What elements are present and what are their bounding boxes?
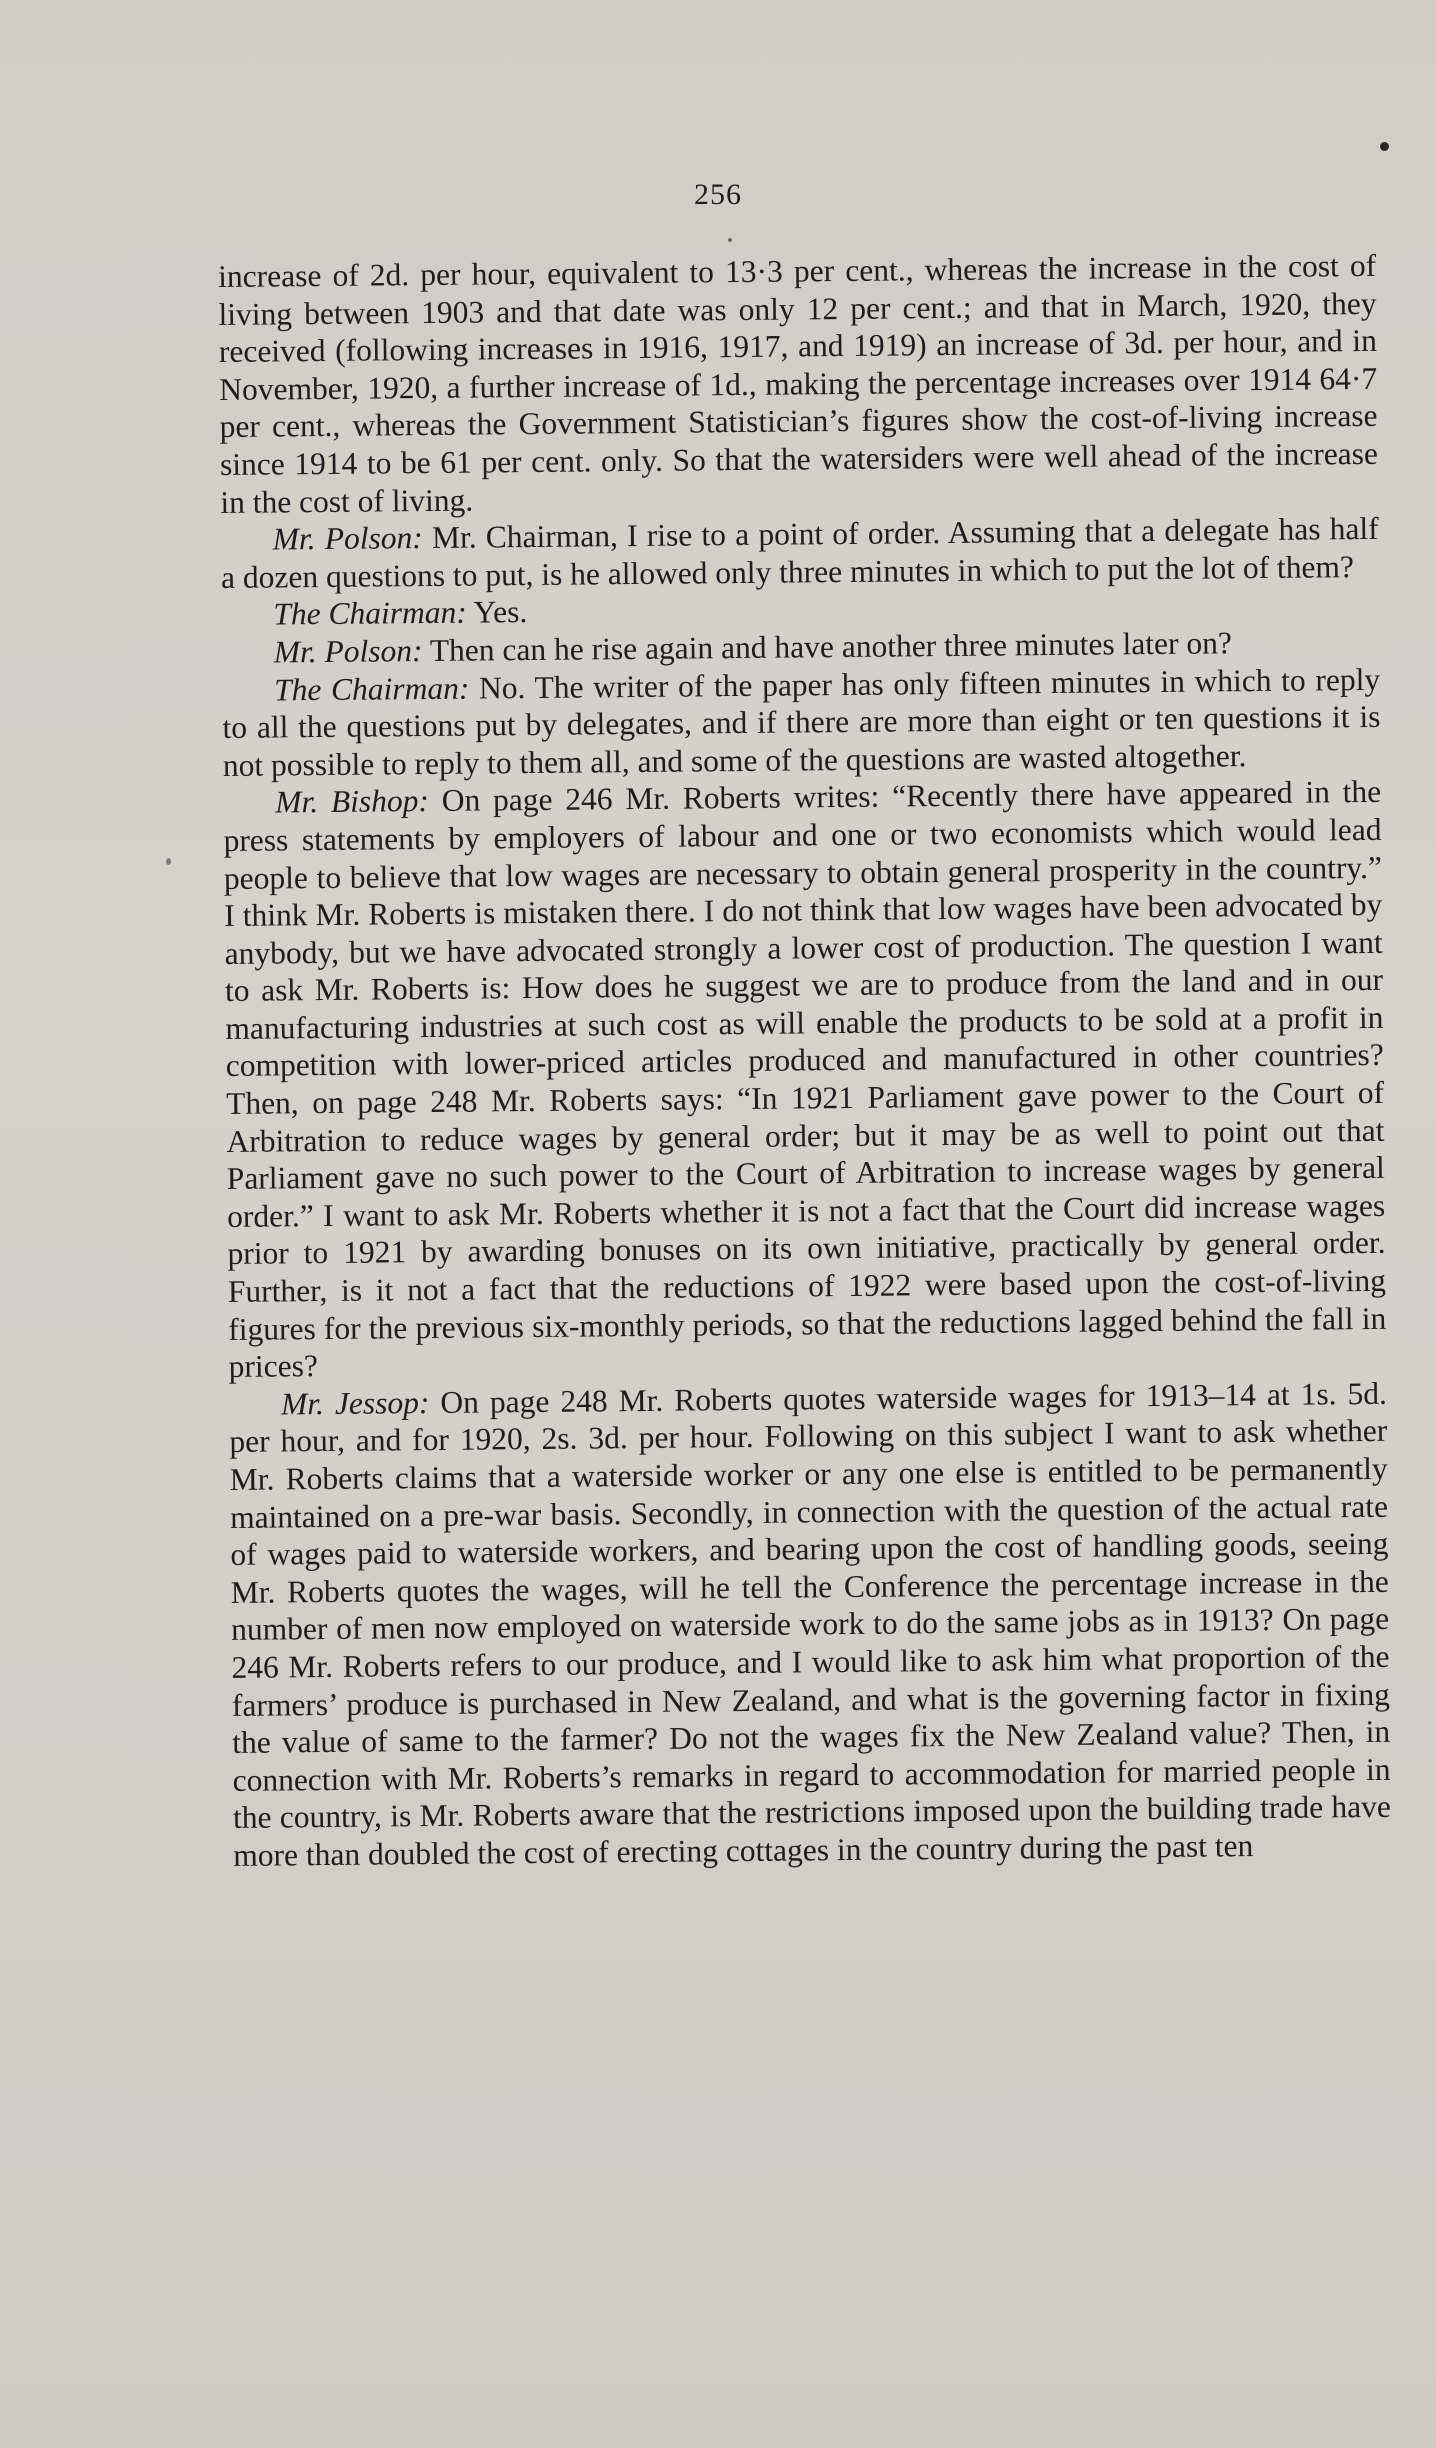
paragraph-text: Mr. Chairman, I rise to a point of order. Assuming that a delegate has half a dozen questions to put, is he allowed only three minutes in which to put the lot of them? xyxy=(220,511,1379,595)
paragraph-text: No. The writer of the paper has only fifteen minutes in which to reply to all the questions put by delegates, and if there are more than eight or ten questions it is not possible to reply to them all, and some of the questions are wasted altogether. xyxy=(222,661,1381,783)
speaker-name: Mr. Polson: xyxy=(273,632,423,670)
paragraph-text: Then can he rise again and have another three minutes later on? xyxy=(429,625,1233,668)
speaker-name: The Chairman: xyxy=(273,670,470,708)
ink-speck xyxy=(1380,142,1389,151)
speaker-name: The Chairman: xyxy=(273,594,467,632)
paragraph-text: On page 246 Mr. Roberts writes: “Recently there have appeared in the press statements by employers of labour and one or two economists which would lead people to believe that low wages are necessary to obtain general prosperity in the country.” I think Mr. Roberts is mistaken there. I do not think that low wages have been advocated by anybody, but we have advocated strongly a lower cost of production. The question I want to ask Mr. Roberts is: How does he suggest we are to produce from the land and in our manufacturing industries at such cost as will enable the products to be sold at a profit in competition with lower-priced articles produced and manufactured in other countries? Then, on page 248 Mr. Roberts says: “In 1921 Parliament gave power to the Court of Arbitration to reduce wages by general order; but it may be as well to point out that Parliament gave no such power to the Court of Arbitration to increase wages by general order.” I want to ask Mr. Roberts whether it is not a fact that the Court did increase wages prior to 1921 by awarding bonuses on its own initiative, practically by general order. Further, is it not a fact that the reductions of 1922 were based upon the cost-of-living figures for the previous six-monthly periods, so that the reductions lagged behind the fall in prices? xyxy=(223,774,1387,1385)
paragraph xyxy=(223,773,1387,1386)
paragraph xyxy=(222,660,1381,784)
ink-speck xyxy=(166,858,171,865)
page-body-text xyxy=(218,247,1391,1875)
paragraph xyxy=(221,510,1380,596)
speaker-name: Mr. Bishop: xyxy=(275,783,430,820)
speaker-name: Mr. Polson: xyxy=(272,520,423,557)
speaker-name: Mr. Jessop: xyxy=(280,1384,430,1422)
ink-speck xyxy=(728,238,732,242)
page-number: 256 xyxy=(694,178,742,211)
paragraph-text: On page 248 Mr. Roberts quotes waterside wages for 1913–14 at 1s. 5d. per hour, and for 1920, 2s. 3d. per hour. Following on this subject I want to ask whether Mr. Roberts claims that a waterside worker or any one else is entitled to be permanently maintained on a pre-war basis. Secondly, in connection with the question of the actual rate of wages paid to waterside workers, and bearing upon the cost of handling goods, seeing Mr. Roberts quotes the wages, will he tell the Conference the percentage increase in the number of men now employed on waterside work to do the same jobs as in 1913? On page 246 Mr. Roberts refers to our produce, and I would like to ask him what proportion of the farmers’ produce is purchased in New Zealand, and what is the governing factor in fixing the value of same to the farmer? Do not the wages fix the New Zealand value? Then, in connection with Mr. Roberts’s remarks in regard to accommodation for married people in the country, is Mr. Roberts aware that the restrictions imposed upon the building trade have more than doubled the cost of erecting cottages in the country during the past ten xyxy=(229,1375,1392,1873)
paragraph xyxy=(229,1375,1392,1875)
paragraph xyxy=(218,247,1378,521)
paragraph-text: Yes. xyxy=(473,594,528,630)
paragraph-text: increase of 2d. per hour, equivalent to 13·3 per cent., whereas the increase in the cost of living between 1903 and that date was only 12 per cent.; and that in March, 1920, they received (following increases in 1916, 1917, and 1919) an increase of 3d. per hour, and in November, 1920, a further increase of 1d., making the percentage increases over 1914 64·7 per cent., whereas the Government Statistician’s figures show the cost-of-living increase since 1914 to be 61 per cent. only. So that the watersiders were well ahead of the increase in the cost of living. xyxy=(218,247,1379,520)
